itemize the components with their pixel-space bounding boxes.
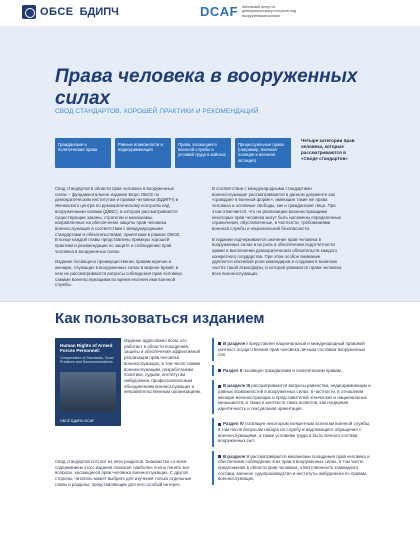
osce-emblem-icon [22, 5, 36, 19]
book-cover-image [55, 338, 121, 426]
rights-categories [55, 138, 361, 168]
sections-list [212, 338, 377, 489]
section-label: В разделе V [223, 453, 250, 459]
intro-paragraph: Свод стандартов в области прав человека в вооруженных силах – фундаментальное издание Бюро ОБСЕ по демократическим институтам и правам человека (БДИПЧ) и Женевского центра по демократическому контролю над вооруженными силами (ДКВС), в котором рассматриваются существующие законы, стратегии и механизмы, направленные на обеспечение защиты прав человека военнослужащих в соответствии с международными стандартами и обязательствами, принятыми в рамках ОБСЕ. В конце каждой главы представлены примеры хорошей практики и рекомендации по защите и соблюдению прав человека в вооруженных силах. [55, 186, 181, 254]
dcaf-description: Женевский центр по демократическому контролю над вооружёнными силами [242, 5, 296, 18]
category-box-4: Процессуальные права (например, военная полиция и военная юстиция) [235, 138, 291, 168]
section-text: рассматриваются вопросы равенства, недискриминации и равных возможностей в вооруженных силах, в частности, в отношении женщин-военнослужащих и представителей этнических и национальных меньшинств, а также в контексте таких аспектов, как гендерная идентичность и сексуальная ориентация. [218, 383, 371, 411]
section-label: В разделе III [223, 383, 251, 389]
dcaf-mark: DCAF [200, 4, 239, 19]
howto-text-structure: Свод стандартов состоит из пяти разделов. Знакомство со всем содержанием этого издания позволит наиболее полно понять все вопросы, касающиеся прав человека военнослужащих. С другой стороны, читатель может выбрать для изучения только отдельные главы и разделы, представляющие для него особый интерес. [55, 459, 192, 487]
howto-text-audience: Издание адресовано всем, кто работает в области поощрения, защиты и обеспечения эффективной реализации прав человека военнослужащих, в том числе самим военнослужащим, разработчикам политики, судьям, институтам омбудсмена, профессиональным объединениям военнослужащих и неправительственным организациям. [124, 338, 201, 395]
bullet-icon [218, 455, 221, 458]
osce-mark: ОБСЕ [40, 6, 74, 18]
page-header [0, 0, 420, 26]
section-label: Раздел IV [223, 421, 244, 427]
page-title: Права человека в вооруженных силах [55, 66, 358, 109]
intro-paragraph: В соответствии с международными стандартами военнослужащие рассматриваются в данном документе как «граждане в военной форме», имеющие такие же права человека и основные свободы, как и гражданские лица. При этом отмечается, что на реализацию военнослужащими некоторых прав человека могут быть наложены определенные ограничения, обусловленные, в частности, требованиями военной службы и национальной безопасности. [212, 186, 342, 231]
intro-column-right [212, 186, 342, 282]
bullet-icon [218, 369, 221, 372]
bullet-icon [218, 342, 221, 345]
osce-logo [22, 5, 119, 19]
section-text: представлен национальный и международный правовой контекст осуществления прав человека личным составом вооруженных сил. [218, 341, 365, 358]
dcaf-logo [200, 4, 302, 19]
page-subtitle: СВОД СТАНДАРТОВ, ХОРОШЕЙ ПРАКТИКИ И РЕКОМЕНДАЦИЙ [55, 108, 259, 115]
howto-title: Как пользоваться изданием [55, 310, 265, 327]
book-cover-photo [60, 372, 116, 412]
intro-paragraph: Издание посвящено преимущественно правам мужчин и женщин, служащих в вооруженных силах в мирное время; в нем не рассматриваются вопросы соблюдения прав человека самими военнослужащими во время несения ими военной службы. [55, 259, 182, 288]
category-box-1: Гражданские и политические права [55, 138, 111, 168]
section-summary-1 [212, 338, 377, 361]
bullet-icon [218, 385, 221, 388]
book-cover-subtitle: Compendium of Standards, Good Practices and Recommendations [60, 355, 114, 365]
section-text: посвящен гражданским и политическим правам. [243, 367, 343, 373]
category-box-2: Равные возможности и недискриминация [115, 138, 171, 168]
intro-paragraph: В издании подчеркивается значение прав человека в вооруженных силах и их роль в обеспечении подотчетности армии и выполнении демократических обязательств каждого конкретного государства. При этом особое внимание уделяется ключевой роли командиров в создании в воинских частях такой атмосферы, в которой уважаются права человека всех военнослужащих. [212, 236, 342, 276]
section-label: Раздел II [223, 367, 243, 373]
section-summary-5 [212, 451, 377, 485]
book-cover-title: Human Rights of Armed Forces Personnel: [60, 343, 113, 354]
category-box-3: Права, касающиеся военной службы и условий труда в войсках [175, 138, 231, 168]
bullet-icon [218, 423, 221, 426]
osce-office: БДИПЧ [79, 6, 119, 18]
section-summary-2 [212, 365, 377, 377]
book-cover-logos: ОБСЕ БДИПЧ DCAF [60, 419, 95, 423]
section-text: посвящен некоторым конкретным аспектам военной службы, в том числе вопросам набора на службу и надлежащего обращения с военнослужащими, а также условиям труда и быта личного состава вооруженных сил. [218, 421, 371, 444]
section-divider [0, 301, 420, 302]
section-summary-3 [212, 380, 377, 414]
section-summary-4 [212, 418, 377, 446]
categories-note: Четыре категории прав человека, которые рассматриваются в «Своде стандартов» [301, 138, 355, 161]
section-label: В разделе I [223, 341, 248, 346]
intro-column-left [55, 186, 183, 293]
section-text: рассматриваются механизмы поощрения прав человека и обеспечения соблюдения этих прав в вооруженных силах, в том числе предложения в области прав человека, ответственность командного состава, военное судопроизводство и институты омбудсмена по правам военнослужащих. [218, 453, 370, 482]
